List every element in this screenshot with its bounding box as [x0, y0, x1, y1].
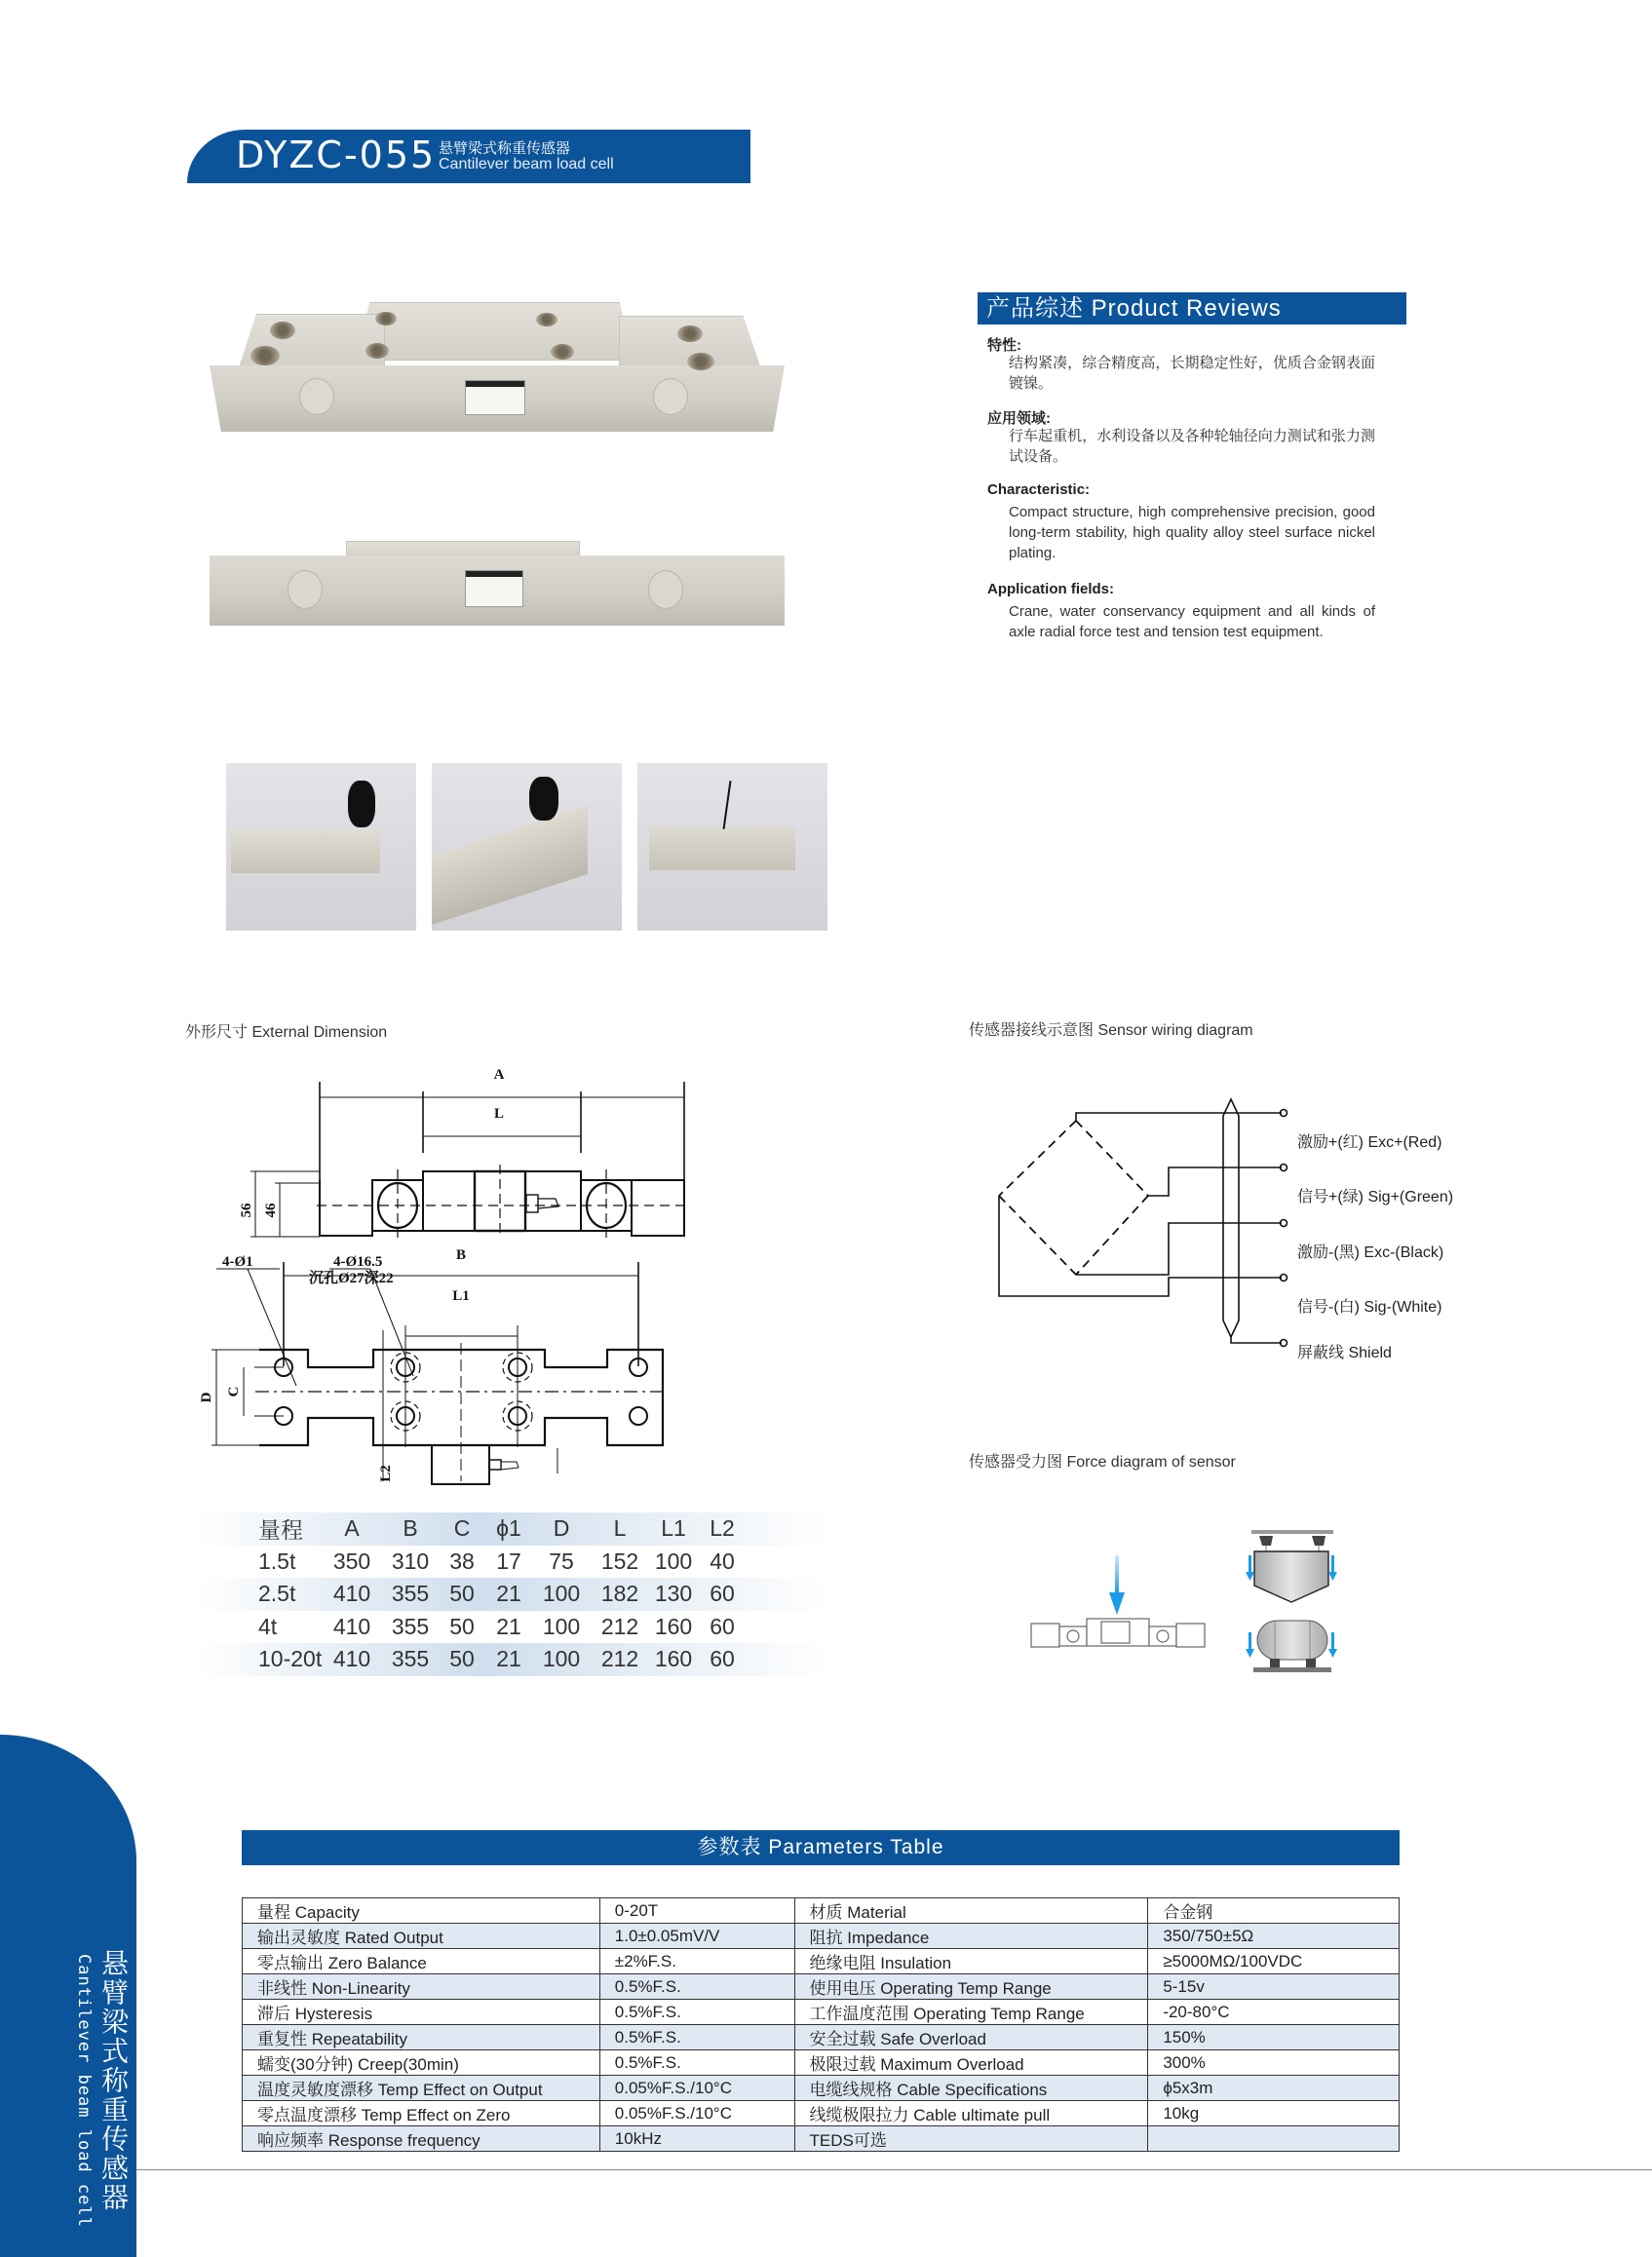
- cell: 160: [654, 1646, 693, 1672]
- cell: 21: [496, 1613, 521, 1639]
- parameter-value: ≥5000MΩ/100VDC: [1148, 1949, 1400, 1974]
- dimension-table-row: [195, 1611, 828, 1644]
- cell: 410: [332, 1613, 371, 1639]
- cell: 40: [710, 1548, 735, 1574]
- parameter-value: [1148, 2126, 1400, 2152]
- parameter-name: 响应频率 Response frequency: [243, 2126, 600, 2152]
- parameter-value: ϕ5x3m: [1148, 2076, 1400, 2101]
- product-photo-angled: [210, 302, 785, 434]
- parameter-row: [243, 1924, 1400, 1949]
- cell: 38: [449, 1548, 475, 1574]
- counterbore-label: 沉孔Ø27深22: [309, 1271, 394, 1286]
- parameter-name: 使用电压 Operating Temp Range: [794, 1974, 1148, 2000]
- dim-label-L1: L1: [452, 1288, 470, 1304]
- cell: 212: [600, 1613, 639, 1639]
- hopper-icon: [1246, 1530, 1337, 1602]
- parameter-value: 10kg: [1148, 2101, 1400, 2126]
- dimension-table: [195, 1512, 828, 1676]
- cell: 50: [449, 1581, 475, 1607]
- cell: 10-20t: [258, 1646, 323, 1672]
- parameter-name: 零点温度漂移 Temp Effect on Zero: [243, 2101, 600, 2126]
- cell: 160: [654, 1613, 693, 1639]
- thumbnail-photo-2: [432, 763, 622, 931]
- model-number: DYZC-055: [236, 134, 437, 176]
- header-C: C: [453, 1515, 471, 1542]
- dim-label-B: B: [455, 1247, 467, 1263]
- parameter-row: [243, 2101, 1400, 2126]
- dimension-table-row: [195, 1643, 828, 1676]
- parameter-value: ±2%F.S.: [599, 1949, 794, 1974]
- cell: 310: [391, 1548, 430, 1574]
- terminal-sig-minus: 信号-(白) Sig-(White): [1297, 1299, 1442, 1316]
- parameter-name: 绝缘电阻 Insulation: [794, 1949, 1148, 1974]
- parameter-value: 0.5%F.S.: [599, 2025, 794, 2050]
- parameter-row: [243, 2025, 1400, 2050]
- force-diagram: [1023, 1520, 1355, 1676]
- header-capacity: 量程: [258, 1517, 303, 1544]
- parameter-value: 1.0±0.05mV/V: [599, 1924, 794, 1949]
- terminal-sig-plus: 信号+(绿) Sig+(Green): [1297, 1189, 1454, 1205]
- application-fields-text: Crane, water conservancy equipment and all kinds of axle radial force test and tension test equipment.: [1009, 603, 1375, 640]
- cell: 50: [449, 1646, 475, 1672]
- parameter-name: 安全过载 Safe Overload: [794, 2025, 1148, 2050]
- parameter-value: 150%: [1148, 2025, 1400, 2050]
- cell: 60: [710, 1646, 735, 1672]
- cell: 60: [710, 1581, 735, 1607]
- cell: 21: [496, 1581, 521, 1607]
- cell: 212: [600, 1646, 639, 1672]
- dim-label-L: L: [493, 1106, 505, 1122]
- parameter-name: 阻抗 Impedance: [794, 1924, 1148, 1949]
- title-banner: [187, 130, 750, 183]
- parameter-name: 蠕变(30分钟) Creep(30min): [243, 2050, 600, 2076]
- footer-divider: [136, 2169, 1652, 2170]
- cell: 410: [332, 1581, 371, 1607]
- parameter-value: 合金钢: [1148, 1898, 1400, 1924]
- beam-sensor-icon: [1031, 1619, 1205, 1647]
- parameter-name: 输出灵敏度 Rated Output: [243, 1924, 600, 1949]
- cell: 355: [391, 1581, 430, 1607]
- title-english: Cantilever beam load cell: [439, 156, 614, 172]
- cell: 4t: [258, 1613, 278, 1639]
- force-caption: 传感器受力图 Force diagram of sensor: [969, 1454, 1236, 1471]
- parameters-heading: 参数表 Parameters Table: [242, 1830, 1400, 1865]
- parameter-value: 350/750±5Ω: [1148, 1924, 1400, 1949]
- feature-label-cn: 特性:: [987, 337, 1021, 354]
- hole-small-label: 4-Ø1: [222, 1254, 253, 1270]
- characteristic-label: Characteristic:: [987, 481, 1091, 498]
- parameter-name: 极限过载 Maximum Overload: [794, 2050, 1148, 2076]
- cell: 100: [542, 1581, 581, 1607]
- cell: 130: [654, 1581, 693, 1607]
- parameter-name: 工作温度范围 Operating Temp Range: [794, 2000, 1148, 2025]
- cell: 182: [600, 1581, 639, 1607]
- external-dimension-caption: 外形尺寸 External Dimension: [185, 1024, 388, 1041]
- thumbnail-photo-3: [637, 763, 827, 931]
- parameter-name: 重复性 Repeatability: [243, 2025, 600, 2050]
- parameter-row: [243, 1974, 1400, 2000]
- side-tab: [0, 1735, 136, 2257]
- cell: 355: [391, 1613, 430, 1639]
- side-tab-title-cn: 悬臂梁式称重传感器: [98, 1949, 129, 2212]
- header-D: D: [553, 1515, 570, 1542]
- cell: 410: [332, 1646, 371, 1672]
- cell: 21: [496, 1646, 521, 1672]
- application-fields-label: Application fields:: [987, 581, 1115, 597]
- parameter-value: 0.05%F.S./10°C: [599, 2076, 794, 2101]
- parameter-name: TEDS可选: [794, 2126, 1148, 2152]
- terminal-exc-minus: 激励-(黑) Exc-(Black): [1297, 1244, 1444, 1261]
- parameter-name: 电缆线规格 Cable Specifications: [794, 2076, 1148, 2101]
- feature-text-cn: 结构紧凑，综合精度高，长期稳定性好，优质合金钢表面镀镍。: [1009, 355, 1375, 392]
- wiring-diagram: [984, 1091, 1296, 1364]
- application-label-cn: 应用领域:: [987, 410, 1051, 427]
- header-A: A: [344, 1515, 360, 1542]
- product-photo-side: [210, 541, 785, 629]
- cell: 50: [449, 1613, 475, 1639]
- title-chinese: 悬臂梁式称重传感器: [439, 140, 571, 157]
- thumbnail-photo-1: [226, 763, 416, 931]
- header-B: B: [403, 1515, 418, 1542]
- parameter-value: 10kHz: [599, 2126, 794, 2152]
- parameter-row: [243, 2126, 1400, 2152]
- parameter-row: [243, 1898, 1400, 1924]
- dimension-table-row: [195, 1578, 828, 1611]
- terminal-shield: 屏蔽线 Shield: [1297, 1345, 1392, 1361]
- terminal-exc-plus: 激励+(红) Exc+(Red): [1297, 1134, 1442, 1151]
- parameter-name: 量程 Capacity: [243, 1898, 600, 1924]
- dimension-drawing: [175, 1052, 780, 1501]
- wiring-caption: 传感器接线示意图 Sensor wiring diagram: [969, 1022, 1253, 1039]
- cell: 100: [542, 1646, 581, 1672]
- product-reviews-heading: 产品综述 Product Reviews: [978, 292, 1406, 325]
- cell: 75: [549, 1548, 574, 1574]
- cell: 350: [332, 1548, 371, 1574]
- dim-label-L2: L2: [378, 1465, 394, 1482]
- parameter-row: [243, 2076, 1400, 2101]
- parameter-value: 0.5%F.S.: [599, 1974, 794, 2000]
- cell: 355: [391, 1646, 430, 1672]
- parameters-table: [242, 1897, 1400, 2152]
- side-tab-title-en: Cantilever beam load cell: [74, 1954, 94, 2228]
- dim-label-A: A: [493, 1067, 505, 1083]
- parameter-value: 0-20T: [599, 1898, 794, 1924]
- parameter-name: 非线性 Non-Linearity: [243, 1974, 600, 2000]
- parameter-name: 零点输出 Zero Balance: [243, 1949, 600, 1974]
- cell: 152: [600, 1548, 639, 1574]
- parameter-row: [243, 2000, 1400, 2025]
- dim-label-56: 56: [239, 1203, 254, 1218]
- parameter-name: 线缆极限拉力 Cable ultimate pull: [794, 2101, 1148, 2126]
- characteristic-text: Compact structure, high comprehensive precision, good long-term stability, high quality alloy steel surface nickel plating.: [1009, 504, 1375, 561]
- header-L: L: [613, 1515, 627, 1542]
- hole-large-label: 4-Ø16.5: [333, 1254, 383, 1270]
- parameter-row: [243, 2050, 1400, 2076]
- cell: 17: [496, 1548, 521, 1574]
- parameter-value: 0.5%F.S.: [599, 2000, 794, 2025]
- parameter-value: 300%: [1148, 2050, 1400, 2076]
- parameter-name: 材质 Material: [794, 1898, 1148, 1924]
- header-phi1: ϕ1: [496, 1515, 521, 1542]
- arrow-down-icon: [1109, 1555, 1125, 1615]
- cell: 100: [654, 1548, 693, 1574]
- parameter-value: -20-80°C: [1148, 2000, 1400, 2025]
- header-L1: L1: [661, 1515, 686, 1542]
- parameter-name: 温度灵敏度漂移 Temp Effect on Output: [243, 2076, 600, 2101]
- dim-label-46: 46: [263, 1203, 279, 1218]
- header-L2: L2: [710, 1515, 735, 1542]
- dim-label-C: C: [226, 1386, 242, 1397]
- application-text-cn: 行车起重机，水利设备以及各种轮轴径向力测试和张力测试设备。: [1009, 428, 1375, 465]
- cell: 60: [710, 1613, 735, 1639]
- cell: 2.5t: [258, 1581, 296, 1607]
- dim-label-D: D: [199, 1392, 214, 1403]
- parameter-value: 0.05%F.S./10°C: [599, 2101, 794, 2126]
- tank-icon: [1246, 1621, 1337, 1672]
- cell: 1.5t: [258, 1548, 296, 1574]
- parameter-name: 滞后 Hysteresis: [243, 2000, 600, 2025]
- dimension-table-row: [195, 1546, 828, 1579]
- dimension-table-header: [195, 1512, 828, 1546]
- parameter-row: [243, 1949, 1400, 1974]
- parameter-value: 5-15v: [1148, 1974, 1400, 2000]
- cell: 100: [542, 1613, 581, 1639]
- parameter-value: 0.5%F.S.: [599, 2050, 794, 2076]
